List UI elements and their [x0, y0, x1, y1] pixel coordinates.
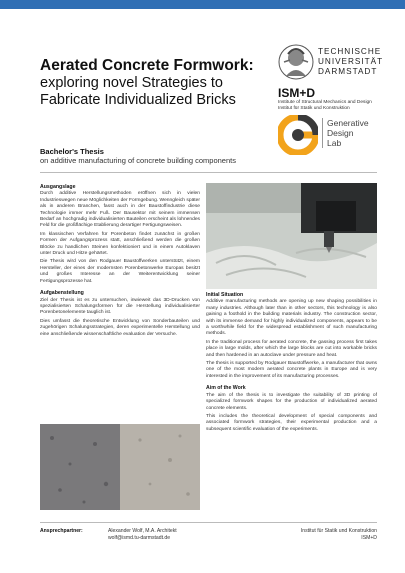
paragraph: Dies umfasst die theoretische Entwicklung von Sonderbauteilen und zugehörigen Schalungsstrategien, deren experimentelle Herstellung und eine anschließende wissenschaftliche evaluation der Versuche.	[40, 318, 200, 337]
paragraph: This includes the theoretical development of special components and associated formwork strategies, their experimental production and a subsequent scientific evaluation of the experiments.	[206, 413, 377, 432]
gdl-logo-row	[278, 115, 390, 161]
english-text-column	[206, 292, 377, 435]
generative-design-lab-logo-icon	[278, 115, 318, 155]
ism-subtitle-de: Institut für Statik und Konstruktion	[278, 105, 350, 111]
paragraph: Ziel der Thesis ist es zu untersuchen, inwieweit das 3D-Drucken von spezialisierten Schalungsformen für die Herstellung individualisierter Porenbetonelemente tauglich ist.	[40, 297, 200, 316]
paragraph: The aim of the thesis is to investigate the suitability of 3D printing of specialized formwork shapes for the production of individualized aerated concrete elements.	[206, 392, 377, 411]
heading-initial-situation: Initial Situation	[206, 292, 244, 298]
logo-column	[278, 42, 390, 161]
title-block	[40, 57, 270, 109]
aerated-concrete-texture-photo	[40, 424, 200, 510]
institute-short: ISM+D	[361, 534, 377, 541]
ism-logo: ISM+D	[278, 86, 316, 100]
heading-aufgabenstellung: Aufgabenstellung	[40, 290, 84, 297]
top-accent-bar	[0, 0, 405, 9]
footer-divider	[40, 522, 377, 523]
paragraph: Die Thesis wird von den Rodgauer Baustoffwerken unterstützt, einem Hersteller, der eines der modernsten Porenbetonwerke Europas besitzt und großes Interesse an der Weiterentwicklung seiner Fertigungsprozesse hat.	[40, 259, 200, 284]
gdl-name: Generative Design Lab	[322, 118, 369, 148]
paragraph: Durch additive Herstellungsmethoden eröffnen sich in vielen Industrieswegen neue Möglichkeiten der Formgebung. Wenngleich später als in anderen Branchen, fasst auch in der Baustoffindustrie diese Technologie immer mehr Fuß. Der Bausektor mit seinem immensen Bedarf an hochgradig individualisierten Bauteilen erscheint als lohnendes Feld für die großflächige Etablierung derartiger Fertigungsweisen.	[40, 191, 200, 229]
contact-label: Ansprechpartner:	[40, 528, 83, 534]
paragraph: The thesis is supported by Rodgauer Baustoffwerke, a manufacturer that owns one of the most modern aerated concrete plants in Europe and is very interested in the improvement of its manufacturing processes.	[206, 361, 377, 379]
thesis-label: Bachelor's Thesis	[40, 147, 104, 156]
heading-aim-of-the-work: Aim of the Work	[206, 385, 246, 392]
section-divider	[40, 172, 377, 173]
3d-printer-photo	[206, 183, 377, 289]
page-title: Aerated Concrete Formwork:	[40, 57, 254, 74]
institute-name: Institut für Statik und Konstruktion	[300, 528, 377, 534]
german-text-column	[40, 184, 200, 340]
athena-seal-icon	[278, 42, 314, 82]
ism-subtitle-en: Institute of Structural Mechanics and Design	[278, 100, 372, 105]
heading-ausgangslage: Ausgangslage	[40, 184, 76, 190]
printer-photo-illustration	[206, 183, 377, 289]
institute-info	[270, 528, 377, 541]
paragraph: Additive manufacturing methods are opening up new shaping possibilities in many industries. Although later than in other sectors, this technology is also gaining a foothold in the building materials industry. The construction sector, with its immense demand for highly individualized components, appears to be a worthwhile field for the widespread establishment of such manufacturing methods.	[206, 299, 377, 337]
tu-name: TECHNISCHE UNIVERSITÄT DARMSTADT	[318, 47, 384, 76]
concrete-texture-illustration	[40, 424, 200, 510]
contact-email[interactable]: wolf@ismd.tu-darmstadt.de	[108, 534, 171, 541]
contact-person	[108, 528, 177, 541]
contact-name: Alexander Wolf, M.A. Architekt	[108, 528, 177, 534]
title-line-1: exploring novel Strategies to	[40, 75, 223, 91]
tu-darmstadt-logo	[278, 42, 390, 84]
paragraph: Im klassischen Verfahren für Porenbeton findet zunächst in großen Formen der Aufgangsprozess statt, anschließend werden die großen Blöcke zu handlichen Steinen konfektioniert und in einem Autoklaven unter Druck und Hitze gehärtet.	[40, 231, 200, 257]
title-line-2: Fabricate Individualized Bricks	[40, 92, 236, 108]
thesis-subtitle: on additive manufacturing of concrete building components	[40, 156, 236, 165]
paragraph: In the traditional process for aerated concrete, the gassing process first takes place in large molds, after which the large blocks are cut into workable bricks and then hardened in an autoclave under pressure and heat.	[206, 339, 377, 358]
